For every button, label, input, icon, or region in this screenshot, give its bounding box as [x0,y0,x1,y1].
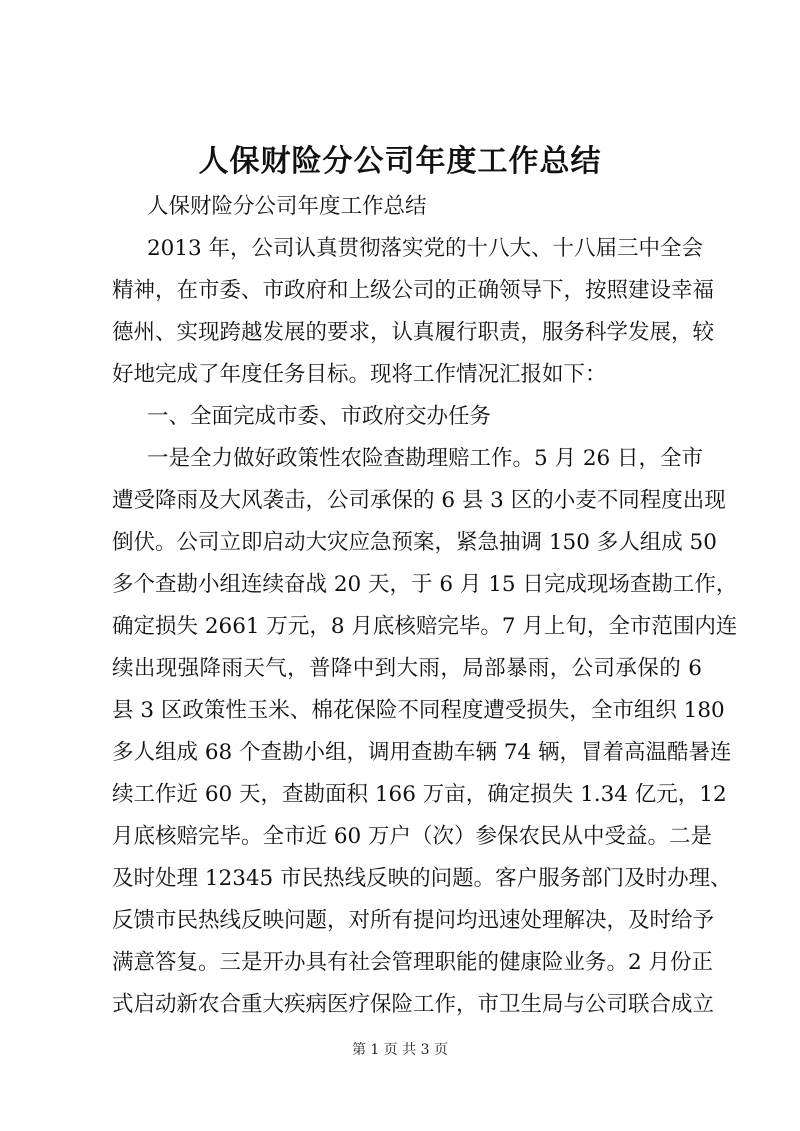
document-body [112,186,738,1026]
text-line: 确定损失 2661 万元，8 月底核赔完毕。7 月上旬，全市范围内连 [112,614,738,639]
text-line: 2013 年，公司认真贯彻落实党的十八大、十八届三中全会 [147,236,704,261]
text-line: 德州、实现跨越发展的要求，认真履行职责，服务科学发展，较 [112,320,715,345]
text-line: 续工作近 60 天，查勘面积 166 万亩，确定损失 1.34 亿元，12 [112,782,727,807]
text-line: 倒伏。公司立即启动大灾应急预案，紧急抽调 150 多人组成 50 [112,530,717,555]
text-line: 反馈市民热线反映问题，对所有提问均迅速处理解决，及时给予 [112,908,715,933]
text-line: 人保财险分公司年度工作总结 [147,194,427,219]
text-line: 遭受降雨及大风袭击，公司承保的 6 县 3 区的小麦不同程度出现 [112,488,726,513]
text-line: 式启动新农合重大疾病医疗保险工作，市卫生局与公司联合成立 [112,992,715,1017]
text-line: 及时处理 12345 市民热线反映的问题。客户服务部门及时办理、 [112,866,732,891]
text-line: 多个查勘小组连续奋战 20 天，于 6 月 15 日完成现场查勘工作， [112,572,738,597]
text-line: 续出现强降雨天气，普降中到大雨，局部暴雨，公司承保的 6 [112,656,702,681]
text-line: 月底核赔完毕。全市近 60 万户（次）参保农民从中受益。二是 [112,824,713,849]
text-line: 满意答复。三是开办具有社会管理职能的健康险业务。2 月份正 [112,950,714,975]
document-title: 人保财险分公司年度工作总结 [198,144,602,179]
text-line: 县 3 区政策性玉米、棉花保险不同程度遭受损失，全市组织 180 [112,698,725,723]
text-line: 多人组成 68 个查勘小组，调用查勘车辆 74 辆，冒着高温酷暑连 [112,740,732,765]
text-line: 精神，在市委、市政府和上级公司的正确领导下，按照建设幸福 [112,278,715,303]
text-line: 一是全力做好政策性农险查勘理赔工作。5 月 26 日，全市 [147,446,704,471]
text-line: 一、全面完成市委、市政府交办任务 [147,404,492,429]
text-line: 好地完成了年度任务目标。现将工作情况汇报如下： [112,362,607,387]
page-footer: 第 1 页 共 3 页 [351,1042,449,1058]
